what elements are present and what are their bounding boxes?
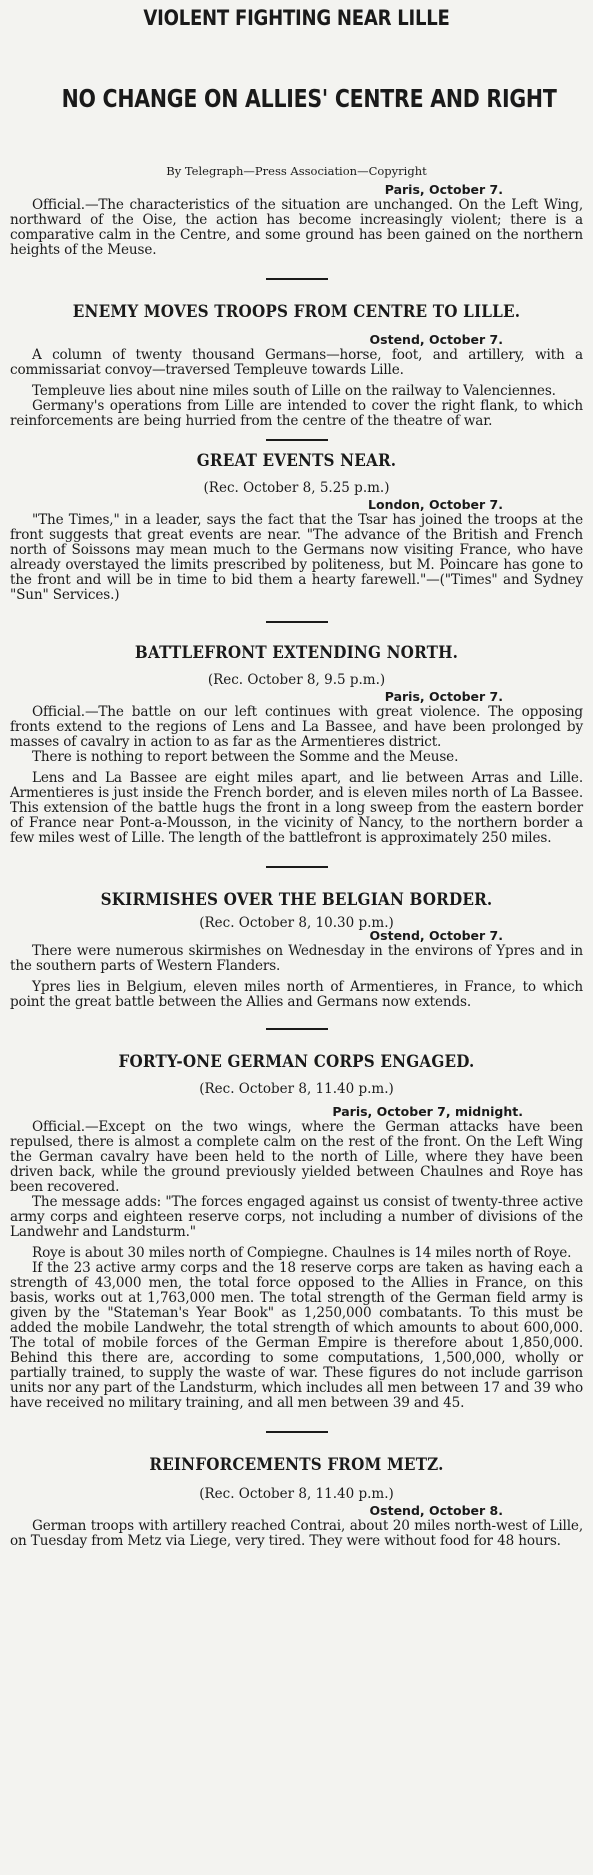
received-note: (Rec. October 8, 5.25 p.m.) [203,480,390,496]
paragraph: Lens and La Bassee are eight miles apart, and lie between Arras and Lille. Armentieres is just inside the French border, and is eleven miles north of La Bassee. This extension of the battle hugs the front in a long sweep from the eastern border of France near Pont-a-Mousson, in the vicinity of Nancy, to the northern border a few miles west of Lille. The length of the battlefront is approximately 250 miles. [10,770,583,846]
dateline: Ostend, October 7. [369,928,503,943]
paragraph: Germany's operations from Lille are intended to cover the right flank, to which reinforcements are being hurried from the centre of the theatre of war. [10,398,583,429]
received-note: (Rec. October 8, 9.5 p.m.) [207,672,386,688]
section-heading: FORTY-ONE GERMAN CORPS ENGAGED. [118,1052,475,1071]
received-note: (Rec. October 8, 11.40 p.m.) [199,1486,394,1502]
section-divider [266,1028,328,1030]
dateline: Paris, October 7. [384,182,503,197]
dateline: London, October 7. [368,497,503,512]
paragraph: Ypres lies in Belgium, eleven miles north of Armentieres, in France, to which point the great battle between the Allies and Germans now extends. [10,979,583,1010]
paragraph: Official.—The battle on our left continues with great violence. The opposing fronts extend to the regions of Lens and La Bassee, and have been prolonged by masses of cavalry in action to as far as the Armentieres district. [10,704,583,750]
article-section-reinforcements-metz [10,1455,583,1549]
paragraph: If the 23 active army corps and the 18 reserve corps are taken as having each a strength of 43,000 men, the total force opposed to the Allies in France, on this basis, works out at 1,763,000 men. The total strength of the German field army is given by the "Stateman's Year Book" as 1,250,000 combatants. To this must be added the mobile Landwehr, the total strength of which amounts to about 600,000. The total of mobile forces of the German Empire is therefore about 1,850,000. Behind this there are, according to some computations, 1,500,000, wholly or partially trained, to supply the waste of war. These figures do not include garrison units nor any part of the Landsturm, which includes all men between 17 and 39 who have received no military training, and all men between 39 and 45. [10,1260,583,1411]
paragraph: Official.—The characteristics of the situation are unchanged. On the Left Wing, northward of the Oise, the action has become increasingly violent; there is a comparative calm in the Centre, and some ground has been gained on the northern heights of the Meuse. [10,197,583,258]
section-heading: ENEMY MOVES TROOPS FROM CENTRE TO LILLE. [72,302,521,321]
dateline: Paris, October 7. [384,689,503,704]
section-divider [266,278,328,280]
dateline: Ostend, October 8. [369,1503,503,1518]
paragraph: A column of twenty thousand Germans—horse, foot, and artillery, with a commissariat convoy—traversed Templeuve towards Lille. [10,347,583,378]
section-heading: BATTLEFRONT EXTENDING NORTH. [134,643,459,662]
masthead-headline: VIOLENT FIGHTING NEAR LILLE [143,6,450,30]
received-note: (Rec. October 8, 11.40 p.m.) [199,1081,394,1097]
article-section-forty-one-corps [10,1052,583,1411]
section-divider [266,1431,328,1433]
paragraph: Roye is about 30 miles north of Compiegne. Chaulnes is 14 miles north of Roye. [32,1245,572,1261]
section-heading: GREAT EVENTS NEAR. [196,451,397,470]
paragraph: There were numerous skirmishes on Wednesday in the environs of Ypres and in the southern parts of Western Flanders. [10,943,583,974]
article-section-enemy-moves [10,302,583,429]
main-headline: NO CHANGE ON ALLIES' CENTRE AND RIGHT [61,84,557,113]
section-heading: SKIRMISHES OVER THE BELGIAN BORDER. [100,890,493,909]
article-section-battlefront [10,643,583,846]
paragraph: "The Times," in a leader, says the fact that the Tsar has joined the troops at the front suggests that great events are near. "The advance of the British and French north of Soissons may mean much to the Germans now visiting France, who have already overstayed the limits prescribed by politeness, but M. Poincare has gone to the front and will be in time to bid them a hearty farewell."—("Times" and Sydney "Sun" Services.) [10,512,583,603]
dateline: Paris, October 7, midnight. [332,1104,523,1119]
section-divider [266,866,328,868]
received-note: (Rec. October 8, 10.30 p.m.) [199,915,394,931]
paragraph: Templeuve lies about nine miles south of Lille on the railway to Valenciennes. [32,383,556,399]
dateline: Ostend, October 7. [369,332,503,347]
paragraph: There is nothing to report between the Somme and the Meuse. [32,749,459,765]
paragraph: German troops with artillery reached Contrai, about 20 miles north-west of Lille, on Tuesday from Metz via Liege, very tired. They were without food for 48 hours. [10,1518,583,1549]
byline: By Telegraph—Press Association—Copyright [166,164,427,178]
paragraph: Official.—Except on the two wings, where the German attacks have been repulsed, there is almost a complete calm on the rest of the front. On the Left Wing the German cavalry have been held to the north of Lille, where they have been driven back, while the ground previously yielded between Chaulnes and Roye has been recovered. [10,1119,583,1195]
paragraph: The message adds: "The forces engaged against us consist of twenty-three active army corps and eighteen reserve corps, not including a number of divisions of the Landwehr and Landsturm." [10,1194,583,1240]
article-section-skirmishes [10,890,583,1010]
section-divider [266,621,328,623]
section-heading: REINFORCEMENTS FROM METZ. [149,1455,444,1474]
section-divider [266,439,328,441]
article-section-paris-official [10,182,583,258]
article-section-great-events [10,451,583,603]
